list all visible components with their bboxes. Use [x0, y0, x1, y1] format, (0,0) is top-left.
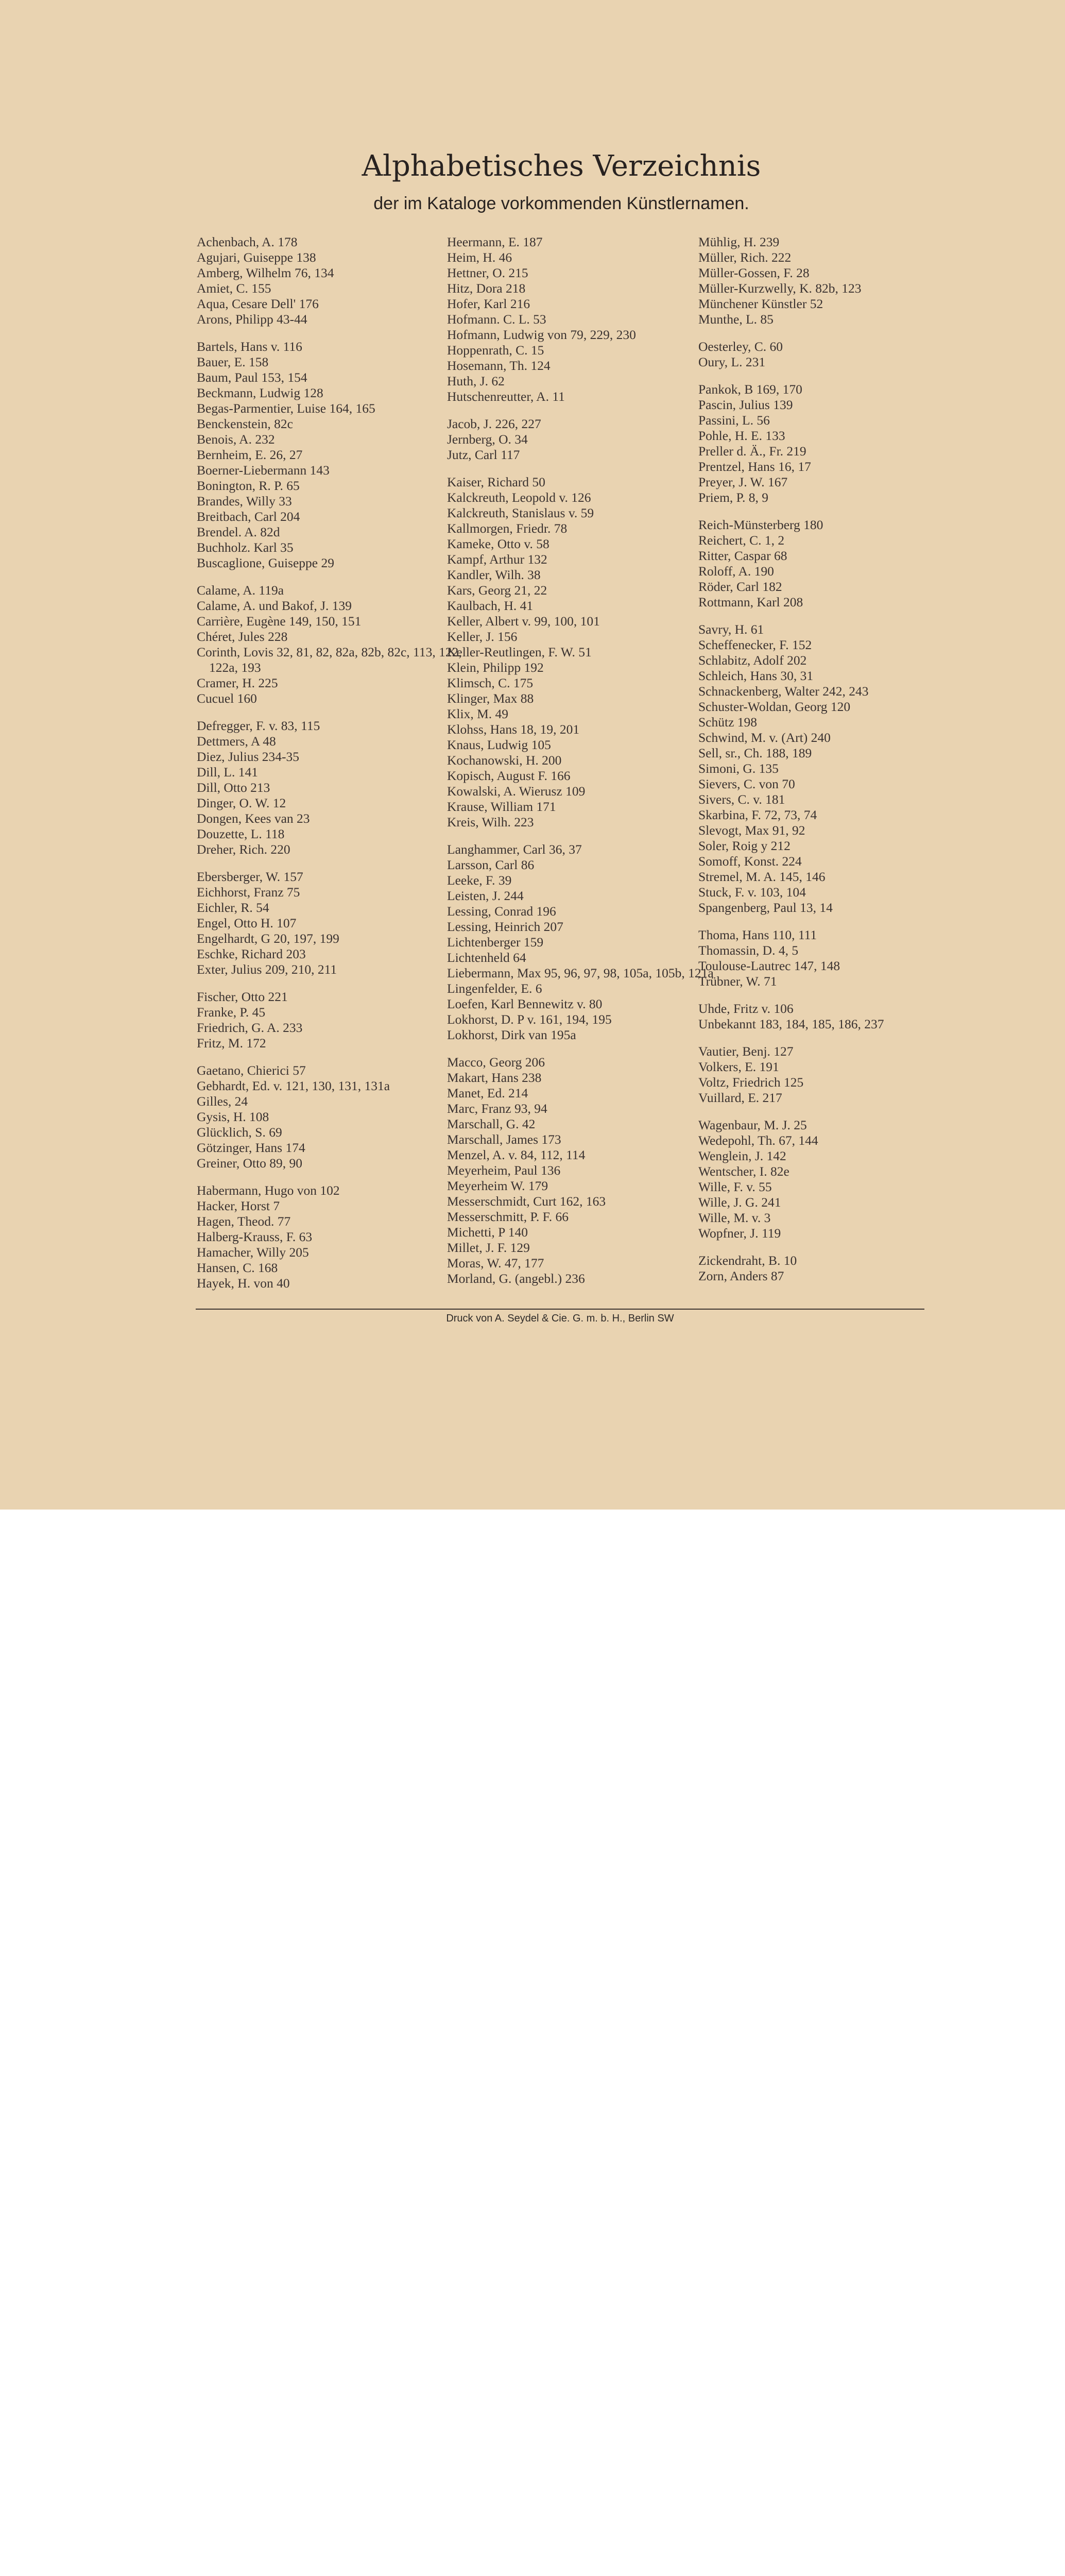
index-entry: Diez, Julius 234-35 [197, 749, 300, 764]
letter-group [447, 234, 715, 404]
index-entry: Kaiser, Richard 50 [447, 474, 545, 489]
index-entry: Dongen, Kees van 23 [197, 811, 310, 826]
index-entry: Heermann, E. 187 [447, 234, 543, 249]
index-entry: Amberg, Wilhelm 76, 134 [197, 265, 334, 280]
index-entry: Brandes, Willy 33 [197, 494, 292, 509]
index-entry: Priem, P. 8, 9 [698, 490, 769, 505]
index-entry: Hofer, Karl 216 [447, 296, 530, 311]
index-entry: Voltz, Friedrich 125 [698, 1075, 804, 1090]
index-entry: Hitz, Dora 218 [447, 281, 526, 296]
index-entry: Hettner, O. 215 [447, 265, 528, 280]
letter-group [197, 718, 465, 857]
index-entry: Arons, Philipp 43-44 [197, 312, 307, 327]
index-entry: Benckenstein, 82c [197, 416, 293, 431]
index-entry: Lokhorst, D. P v. 161, 194, 195 [447, 1012, 612, 1027]
index-entry: Hansen, C. 168 [197, 1260, 278, 1275]
index-entry: Wille, J. G. 241 [698, 1195, 781, 1210]
index-entry: Dill, Otto 213 [197, 780, 270, 795]
letter-group [447, 842, 715, 1043]
index-entry: Liebermann, Max 95, 96, 97, 98, 105a, 105b, 121a [447, 965, 714, 980]
index-entry: Wille, M. v. 3 [698, 1210, 771, 1225]
index-entry: Pankok, B 169, 170 [698, 382, 802, 397]
index-entry: Macco, Georg 206 [447, 1055, 545, 1070]
index-entry: Krause, William 171 [447, 799, 556, 814]
index-entry: Leisten, J. 244 [447, 888, 524, 903]
index-entry: Lichtenberger 159 [447, 935, 544, 950]
index-entry: Stuck, F. v. 103, 104 [698, 885, 806, 900]
index-entry: Kowalski, A. Wierusz 109 [447, 784, 586, 799]
index-entry: Keller, J. 156 [447, 629, 518, 644]
index-entry: Unbekannt 183, 184, 185, 186, 237 [698, 1016, 884, 1031]
index-column-1 [197, 234, 465, 1303]
index-entry: Volkers, E. 191 [698, 1059, 779, 1074]
index-entry: Müller, Rich. 222 [698, 250, 792, 265]
index-entry: Soler, Roig y 212 [698, 838, 791, 853]
index-entry: Slevogt, Max 91, 92 [698, 823, 805, 838]
index-entry: Bartels, Hans v. 116 [197, 339, 302, 354]
letter-group [698, 339, 966, 370]
index-entry: Makart, Hans 238 [447, 1070, 542, 1085]
index-entry: Calame, A. und Bakof, J. 139 [197, 598, 352, 613]
index-entry: Röder, Carl 182 [698, 579, 782, 594]
index-entry: Klohss, Hans 18, 19, 201 [447, 722, 580, 737]
index-entry: Reichert, C. 1, 2 [698, 533, 785, 548]
index-entry: Thomassin, D. 4, 5 [698, 943, 799, 958]
index-entry: Sivers, C. v. 181 [698, 792, 785, 807]
viewer-footer [0, 1510, 1065, 1585]
letter-group [197, 869, 465, 977]
index-entry: Douzette, L. 118 [197, 826, 285, 841]
index-entry: Schwind, M. v. (Art) 240 [698, 730, 831, 745]
index-entry: Wentscher, I. 82e [698, 1164, 789, 1179]
index-entry: Kallmorgen, Friedr. 78 [447, 521, 568, 536]
index-entry: Eichhorst, Franz 75 [197, 885, 300, 900]
index-entry: Lingenfelder, E. 6 [447, 981, 542, 996]
index-entry: Munthe, L. 85 [698, 312, 774, 327]
index-entry: Begas-Parmentier, Luise 164, 165 [197, 401, 375, 416]
index-entry: Götzinger, Hans 174 [197, 1140, 305, 1155]
index-entry: Schleich, Hans 30, 31 [698, 668, 814, 683]
letter-group [698, 234, 966, 327]
index-entry: Fischer, Otto 221 [197, 989, 288, 1004]
index-entry: Ritter, Caspar 68 [698, 548, 787, 563]
index-entry: Hagen, Theod. 77 [197, 1214, 291, 1229]
index-entry: Hutschenreutter, A. 11 [447, 389, 565, 404]
index-entry: Kampf, Arthur 132 [447, 552, 547, 567]
index-entry: Meyerheim, Paul 136 [447, 1163, 561, 1178]
index-entry: Uhde, Fritz v. 106 [698, 1001, 794, 1016]
index-entry: Fritz, M. 172 [197, 1036, 266, 1050]
letter-group [698, 1253, 966, 1284]
index-entry: Millet, J. F. 129 [447, 1240, 530, 1255]
letter-group [698, 1044, 966, 1106]
index-entry: Habermann, Hugo von 102 [197, 1183, 340, 1198]
index-entry: Messerschmitt, P. F. 66 [447, 1209, 569, 1224]
index-entry: Gysis, H. 108 [197, 1109, 269, 1124]
index-column-2 [447, 234, 715, 1298]
index-entry: Jernberg, O. 34 [447, 432, 528, 447]
index-entry: Keller, Albert v. 99, 100, 101 [447, 614, 600, 629]
index-entry: Ebersberger, W. 157 [197, 869, 303, 884]
index-entry: Marschall, James 173 [447, 1132, 561, 1147]
index-entry: Hofmann. C. L. 53 [447, 312, 546, 327]
index-entry: Lessing, Conrad 196 [447, 904, 556, 919]
index-entry: Dill, L. 141 [197, 765, 258, 779]
index-entry: Trübner, W. 71 [698, 974, 777, 989]
index-entry: Kameke, Otto v. 58 [447, 536, 549, 551]
index-entry: Kalckreuth, Leopold v. 126 [447, 490, 591, 505]
index-entry: Boerner-Liebermann 143 [197, 463, 330, 478]
index-entry: Leeke, F. 39 [447, 873, 512, 888]
index-entry: Kopisch, August F. 166 [447, 768, 571, 783]
index-entry: Messerschmidt, Curt 162, 163 [447, 1194, 606, 1209]
index-entry: Beckmann, Ludwig 128 [197, 385, 323, 400]
page-subtitle: der im Kataloge vorkommenden Künstlernamen. [373, 194, 749, 213]
index-entry: Sell, sr., Ch. 188, 189 [698, 745, 812, 760]
index-entry: Moras, W. 47, 177 [447, 1256, 544, 1270]
index-entry: Loefen, Karl Bennewitz v. 80 [447, 996, 603, 1011]
page-title: Alphabetisches Verzeichnis [362, 149, 761, 183]
index-entry: Franke, P. 45 [197, 1005, 266, 1020]
letter-group [698, 1001, 966, 1032]
index-entry: Bauer, E. 158 [197, 354, 269, 369]
letter-group [197, 1183, 465, 1291]
index-entry: Kaulbach, H. 41 [447, 598, 534, 613]
index-entry: Hosemann, Th. 124 [447, 358, 551, 373]
index-entry: Prentzel, Hans 16, 17 [698, 459, 811, 474]
index-entry: Agujari, Guiseppe 138 [197, 250, 316, 265]
index-entry: Calame, A. 119a [197, 583, 284, 598]
index-entry: Marc, Franz 93, 94 [447, 1101, 547, 1116]
letter-group [197, 1063, 465, 1171]
index-entry: Michetti, P 140 [447, 1225, 528, 1240]
index-entry: Roloff, A. 190 [698, 564, 774, 579]
index-entry: Exter, Julius 209, 210, 211 [197, 962, 337, 977]
index-entry: Passini, L. 56 [698, 413, 770, 428]
index-entry: Mühlig, H. 239 [698, 234, 780, 249]
index-entry: Lokhorst, Dirk van 195a [447, 1027, 576, 1042]
index-entry: Wenglein, J. 142 [698, 1148, 786, 1163]
index-entry: Hayek, H. von 40 [197, 1276, 290, 1291]
index-entry: Knaus, Ludwig 105 [447, 737, 551, 752]
letter-group [698, 1117, 966, 1241]
index-entry: Bonington, R. P. 65 [197, 478, 300, 493]
index-entry: Keller-Reutlingen, F. W. 51 [447, 645, 592, 659]
index-entry: Wille, F. v. 55 [698, 1179, 772, 1194]
index-entry: Wedepohl, Th. 67, 144 [698, 1133, 818, 1148]
index-entry: Hamacher, Willy 205 [197, 1245, 309, 1260]
index-entry: Kochanowski, H. 200 [447, 753, 562, 768]
index-entry: Pascin, Julius 139 [698, 397, 793, 412]
index-entry: Vuillard, E. 217 [698, 1090, 782, 1105]
index-entry: Klein, Philipp 192 [447, 660, 544, 675]
index-entry: Wagenbaur, M. J. 25 [698, 1117, 807, 1132]
index-entry: Simoni, G. 135 [698, 761, 779, 776]
index-entry: Müller-Kurzwelly, K. 82b, 123 [698, 281, 862, 296]
index-entry: Cucuel 160 [197, 691, 257, 706]
index-entry: Rottmann, Karl 208 [698, 595, 803, 609]
index-entry: Manet, Ed. 214 [447, 1086, 528, 1100]
index-entry: Achenbach, A. 178 [197, 234, 298, 249]
index-entry: Friedrich, G. A. 233 [197, 1020, 303, 1035]
index-entry: Langhammer, Carl 36, 37 [447, 842, 582, 857]
index-entry: Corinth, Lovis 32, 81, 82, 82a, 82b, 82c, 113, 122, 122a, 193 [197, 645, 462, 675]
index-entry: Dettmers, A 48 [197, 734, 276, 749]
index-entry: Chéret, Jules 228 [197, 629, 288, 644]
index-entry: Scheffenecker, F. 152 [698, 637, 812, 652]
printer-colophon: Druck von A. Seydel & Cie. G. m. b. H., Berlin SW [446, 1313, 674, 1324]
divider-line [196, 1309, 924, 1310]
index-entry: Marschall, G. 42 [447, 1116, 536, 1131]
index-entry: Klimsch, C. 175 [447, 675, 534, 690]
index-entry: Preller d. Ä., Fr. 219 [698, 444, 806, 459]
index-entry: Engel, Otto H. 107 [197, 916, 297, 930]
index-entry: Toulouse-Lautrec 147, 148 [698, 958, 840, 973]
index-entry: Zickendraht, B. 10 [698, 1253, 797, 1268]
index-entry: Thoma, Hans 110, 111 [698, 927, 817, 942]
letter-group [447, 474, 715, 830]
index-entry: Schütz 198 [698, 715, 758, 730]
index-entry: Defregger, F. v. 83, 115 [197, 718, 320, 733]
index-entry: Schuster-Woldan, Georg 120 [698, 699, 851, 714]
index-entry: Oesterley, C. 60 [698, 339, 783, 354]
index-entry: Somoff, Konst. 224 [698, 854, 802, 869]
index-entry: Brendel. A. 82d [197, 524, 280, 539]
index-entry: Schnackenberg, Walter 242, 243 [698, 684, 869, 699]
index-entry: Eichler, R. 54 [197, 900, 269, 915]
letter-group [197, 989, 465, 1051]
index-entry: Vautier, Benj. 127 [698, 1044, 794, 1059]
index-entry: Zorn, Anders 87 [698, 1268, 784, 1283]
index-entry: Preyer, J. W. 167 [698, 474, 788, 489]
letter-group [447, 1055, 715, 1286]
index-entry: Buscaglione, Guiseppe 29 [197, 555, 334, 570]
index-entry: Stremel, M. A. 145, 146 [698, 869, 826, 884]
letter-group [197, 583, 465, 706]
index-entry: Cramer, H. 225 [197, 675, 278, 690]
index-entry: Glücklich, S. 69 [197, 1125, 282, 1140]
index-entry: Gilles, 24 [197, 1094, 248, 1109]
index-entry: Jutz, Carl 117 [447, 447, 520, 462]
index-entry: Pohle, H. E. 133 [698, 428, 785, 443]
index-entry: Menzel, A. v. 84, 112, 114 [447, 1147, 586, 1162]
letter-group [698, 382, 966, 505]
index-entry: Hoppenrath, C. 15 [447, 343, 544, 358]
letter-group [447, 416, 715, 463]
index-entry: Kalckreuth, Stanislaus v. 59 [447, 505, 594, 520]
index-entry: Hofmann, Ludwig von 79, 229, 230 [447, 327, 636, 342]
index-entry: Halberg-Krauss, F. 63 [197, 1229, 313, 1244]
letter-group [698, 622, 966, 916]
index-entry: Kandler, Wilh. 38 [447, 567, 541, 582]
index-entry: Jacob, J. 226, 227 [447, 416, 541, 431]
index-entry: Lichtenheld 64 [447, 950, 526, 965]
index-entry: Baum, Paul 153, 154 [197, 370, 307, 385]
index-entry: Hacker, Horst 7 [197, 1198, 280, 1213]
index-entry: Engelhardt, G 20, 197, 199 [197, 931, 339, 946]
letter-group [197, 339, 465, 571]
index-entry: Carrière, Eugène 149, 150, 151 [197, 614, 362, 629]
index-entry: Müller-Gossen, F. 28 [698, 265, 810, 280]
index-entry: Kars, Georg 21, 22 [447, 583, 547, 598]
index-entry: Münchener Künstler 52 [698, 296, 823, 311]
index-entry: Oury, L. 231 [698, 354, 766, 369]
index-entry: Kreis, Wilh. 223 [447, 815, 534, 829]
index-entry: Sievers, C. von 70 [698, 776, 795, 791]
letter-group [698, 927, 966, 989]
index-entry: Gaetano, Chierici 57 [197, 1063, 306, 1078]
index-entry: Skarbina, F. 72, 73, 74 [698, 807, 817, 822]
index-entry: Benois, A. 232 [197, 432, 275, 447]
index-entry: Bernheim, E. 26, 27 [197, 447, 303, 462]
index-entry: Breitbach, Carl 204 [197, 509, 300, 524]
index-entry: Dinger, O. W. 12 [197, 795, 286, 810]
index-entry: Schlabitz, Adolf 202 [698, 653, 807, 668]
index-entry: Klinger, Max 88 [447, 691, 534, 706]
index-entry: Larsson, Carl 86 [447, 857, 535, 872]
index-entry: Morland, G. (angebl.) 236 [447, 1271, 585, 1286]
index-entry: Huth, J. 62 [447, 374, 505, 388]
index-entry: Amiet, C. 155 [197, 281, 271, 296]
index-entry: Klix, M. 49 [447, 706, 509, 721]
index-entry: Aqua, Cesare Dell' 176 [197, 296, 319, 311]
index-entry: Wopfner, J. 119 [698, 1226, 781, 1241]
index-entry: Savry, H. 61 [698, 622, 764, 637]
index-entry: Meyerheim W. 179 [447, 1178, 548, 1193]
index-entry: Reich-Münsterberg 180 [698, 517, 823, 532]
index-entry: Heim, H. 46 [447, 250, 512, 265]
index-entry: Dreher, Rich. 220 [197, 842, 290, 857]
index-column-3 [698, 234, 966, 1296]
index-entry: Lessing, Heinrich 207 [447, 919, 563, 934]
letter-group [698, 517, 966, 610]
index-entry: Eschke, Richard 203 [197, 946, 306, 961]
index-entry: Buchholz. Karl 35 [197, 540, 294, 555]
letter-group [197, 234, 465, 327]
index-entry: Spangenberg, Paul 13, 14 [698, 900, 833, 915]
index-entry: Gebhardt, Ed. v. 121, 130, 131, 131a [197, 1078, 390, 1093]
index-entry: Greiner, Otto 89, 90 [197, 1156, 303, 1171]
